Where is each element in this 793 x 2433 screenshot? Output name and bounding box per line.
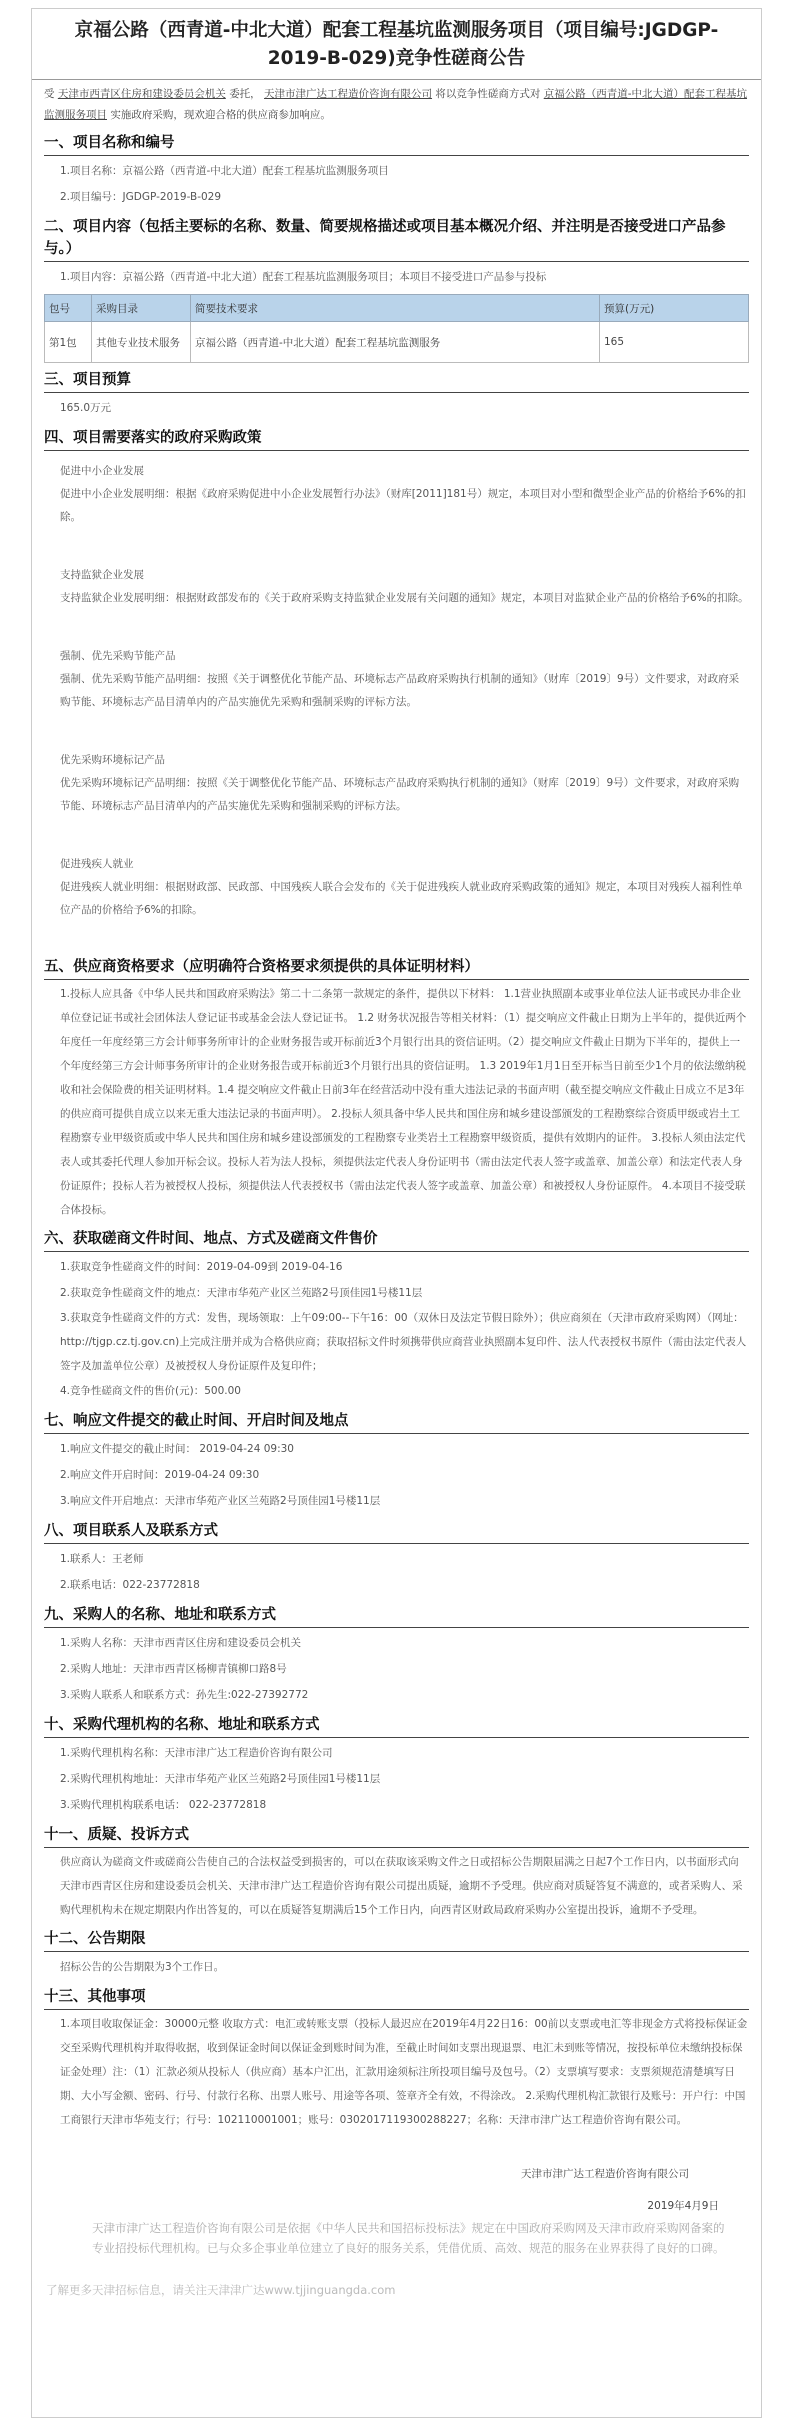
section-heading-budget: 三、项目预算 <box>44 369 749 393</box>
intro-paragraph <box>44 84 749 126</box>
section-heading-qualification: 五、供应商资格要求（应明确符合资格要求须提供的具体证明材料） <box>44 956 749 980</box>
title-divider <box>32 79 761 80</box>
intro-text: 实施政府采购，现欢迎合格的供应商参加响应。 <box>110 109 331 121</box>
notice-page <box>31 8 762 2418</box>
policy-text: 强制、优先采购节能产品明细：按照《关于调整优化节能产品、环境标志产品政府采购执行机制的通知》（财库〔2019〕9号）文件要求，对政府采购节能、环境标志产品目清单内的产品实施优先采购和强制采购的评标方法。 <box>60 673 740 708</box>
notice-body <box>32 84 761 2300</box>
table-cell: 京福公路（西青道-中北大道）配套工程基坑监测服务 <box>191 322 600 363</box>
project-name: 京福公路（西青道-中北大道）配套工程基坑监测服务项目 <box>44 88 748 121</box>
policy-text: 促进中小企业发展明细：根据《政府采购促进中小企业发展暂行办法》（财库[2011]181号）规定，本项目对小型和微型企业产品的价格给予6%的扣除。 <box>60 488 746 523</box>
purchaser-name: 天津市西青区住房和建设委员会机关 <box>57 88 226 100</box>
policy-title: 优先采购环境标记产品 <box>60 754 165 766</box>
section-heading-other: 十三、其他事项 <box>44 1986 749 2010</box>
list-item: 1.采购人名称：天津市西青区住房和建设委员会机关 <box>60 1637 302 1649</box>
table-cell: 其他专业技术服务 <box>92 322 191 363</box>
policy-text: 促进残疾人就业明细：根据财政部、民政部、中国残疾人联合会发布的《关于促进残疾人就业政府采购政策的通知》规定，本项目对残疾人福利性单位产品的价格给予6%的扣除。 <box>60 881 743 916</box>
section-heading-complaints: 十一、质疑、投诉方式 <box>44 1824 749 1848</box>
footer-link[interactable]: 了解更多天津招标信息，请关注天津津广达www.tjjinguangda.com <box>46 2283 396 2297</box>
intro-text: 将以竞争性磋商方式对 <box>435 88 541 100</box>
list-item: 1.采购代理机构名称：天津市津广达工程造价咨询有限公司 <box>60 1747 333 1759</box>
policy-title: 支持监狱企业发展 <box>60 569 144 581</box>
section-heading-document-acquisition: 六、获取磋商文件时间、地点、方式及磋商文件售价 <box>44 1228 749 1252</box>
list-item: 1.项目名称：京福公路（西青道-中北大道）配套工程基坑监测服务项目 <box>60 165 389 177</box>
section-heading-contact: 八、项目联系人及联系方式 <box>44 1520 749 1544</box>
table-header-cell: 包号 <box>45 295 92 322</box>
list-item: 4.竞争性磋商文件的售价(元)：500.00 <box>60 1385 241 1397</box>
section-heading-purchaser: 九、采购人的名称、地址和联系方式 <box>44 1604 749 1628</box>
intro-text: 受 <box>44 88 55 100</box>
policy-text: 优先采购环境标记产品明细：按照《关于调整优化节能产品、环境标志产品政府采购执行机制的通知》（财库〔2019〕9号）文件要求，对政府采购节能、环境标志产品目清单内的产品实施优先采购和强制采购的评标方法。 <box>60 777 740 812</box>
table-row <box>45 322 749 363</box>
list-item: 1.响应文件提交的截止时间： 2019-04-24 09:30 <box>60 1443 294 1455</box>
signature-org: 天津市津广达工程造价咨询有限公司 <box>521 2168 689 2180</box>
table-cell: 第1包 <box>45 322 92 363</box>
list-item: 2.联系电话：022-23772818 <box>60 1579 200 1591</box>
list-item: 3.响应文件开启地点：天津市华苑产业区兰苑路2号顶佳园1号楼11层 <box>60 1495 381 1507</box>
signature-date: 2019年4月9日 <box>647 2200 719 2212</box>
section-heading-project-content: 二、项目内容（包括主要标的名称、数量、简要规格描述或项目基本概况介绍、并注明是否接受进口产品参与。） <box>44 216 749 262</box>
list-item: 2.采购代理机构地址：天津市华苑产业区兰苑路2号顶佳园1号楼11层 <box>60 1773 381 1785</box>
page-title: 京福公路（西青道-中北大道）配套工程基坑监测服务项目（项目编号:JGDGP-2019-B-029)竞争性磋商公告 <box>74 20 719 69</box>
list-item: 2.响应文件开启时间：2019-04-24 09:30 <box>60 1469 260 1481</box>
list-item: 2.项目编号：JGDGP-2019-B-029 <box>60 191 222 203</box>
list-item: 1.联系人：王老师 <box>60 1553 144 1565</box>
list-item: 2.获取竞争性磋商文件的地点：天津市华苑产业区兰苑路2号顶佳园1号楼11层 <box>60 1287 423 1299</box>
policy-title: 强制、优先采购节能产品 <box>60 650 176 662</box>
list-item: 3.采购人联系人和联系方式：孙先生:022-27392772 <box>60 1689 309 1701</box>
table-header-cell: 预算(万元) <box>600 295 749 322</box>
list-item: 1.项目内容：京福公路（西青道-中北大道）配套工程基坑监测服务项目；本项目不接受进口产品参与投标 <box>60 271 547 283</box>
intro-text: 委托， <box>229 88 261 100</box>
table-cell: 165 <box>600 322 749 363</box>
other-matters-text: 1.本项目收取保证金：30000元整 收取方式：电汇或转账支票（投标人最迟应在2019年4月22日16：00前以支票或电汇等非现金方式将投标保证金交至采购代理机构并取得收据，收到保证金时间以保证金到账时间为准，至截止时间如支票出现退票、电汇未到账等情况，按投标单位未缴纳投标保证金处理）注：（1）汇款必须从投标人（供应商）基本户汇出，汇款用途须标注所投项目编号及包号。（2）支票填写要求：支票须规范清楚填写日期、大小写金额、密码、行号、付款行名称、出票人账号、用途等各项、签章齐全有效，不得涂改。 2.采购代理机构汇款银行及账号：开户行：中国工商银行天津市华苑支行；行号：102110001001；账号：0302017119300288227；名称：天津市津广达工程造价咨询有限公司。 <box>60 2018 748 2126</box>
budget-value: 165.0万元 <box>60 402 112 414</box>
list-item: 2.采购人地址：天津市西青区杨柳青镇柳口路8号 <box>60 1663 287 1675</box>
policy-title: 促进残疾人就业 <box>60 858 134 870</box>
list-item: 3.采购代理机构联系电话： 022-23772818 <box>60 1799 267 1811</box>
agency-name: 天津市津广达工程造价咨询有限公司 <box>264 88 433 100</box>
section-heading-agency: 十、采购代理机构的名称、地址和联系方式 <box>44 1714 749 1738</box>
policy-title: 促进中小企业发展 <box>60 465 144 477</box>
section-heading-submission: 七、响应文件提交的截止时间、开启时间及地点 <box>44 1410 749 1434</box>
complaints-text: 供应商认为磋商文件或磋商公告使自己的合法权益受到损害的，可以在获取该采购文件之日或招标公告期限届满之日起7个工作日内，以书面形式向 天津市西青区住房和建设委员会机关、天津市津广达工程造价咨询有限公司提出质疑，逾期不予受理。供应商对质疑答复不满意的，或者采购人、采购代理机构未在规定期限内作出答复的，可以在质疑答复期满后15个工作日内，向西青区财政局政府采购办公室提出投诉，逾期不予受理。 <box>60 1856 743 1916</box>
policy-text: 支持监狱企业发展明细：根据财政部发布的《关于政府采购支持监狱企业发展有关问题的通知》规定，本项目对监狱企业产品的价格给予6%的扣除。 <box>60 592 749 604</box>
announcement-period-text: 招标公告的公告期限为3个工作日。 <box>60 1961 225 1973</box>
list-item: 3.获取竞争性磋商文件的方式：发售，现场领取：上午09:00--下午16：00（双休日及法定节假日除外）；供应商须在（天津市政府采购网）（网址：http://tjgp.cz.tj.gov.cn)上完成注册并成为合格供应商；获取招标文件时须携带供应商营业执照副本复印件、法人代表授权书原件（需由法定代表人签字及加盖单位公章）及被授权人身份证原件及复印件； <box>60 1312 747 1372</box>
package-table <box>44 294 749 363</box>
qualification-text: 1.投标人应具备《中华人民共和国政府采购法》第二十二条第一款规定的条件，提供以下材料： 1.1营业执照副本或事业单位法人证书或民办非企业单位登记证书或社会团体法人登记证书或基金会法人登记证书。 1.2 财务状况报告等相关材料：（1）提交响应文件截止日期为上半年的，提供近两个年度任一年度经第三方会计师事务所审计的企业财务报告或开标前近3个月银行出具的资信证明。（2）提交响应文件截止日期为下半年的，提供上一个年度经第三方会计师事务所审计的企业财务报告或开标前近3个月银行出具的资信证明。 1.3 2019年1月1日至开标当日前至少1个月的依法缴纳税收和社会保险费的相关证明材料。1.4 提交响应文件截止日前3年在经营活动中没有重大违法记录的书面声明（截至提交响应文件截止日成立不足3年的供应商可提供自成立以来无重大违法记录的书面声明）。 2.投标人须具备中华人民共和国住房和城乡建设部颁发的工程勘察综合资质甲级或岩土工程勘察专业甲级资质或中华人民共和国住房和城乡建设部颁发的工程勘察专业类岩土工程勘察甲级资质，提供有效期内的证件。 3.投标人须由法定代表人或其委托代理人参加开标会议。投标人若为法人投标，须提供法定代表人身份证明书（需由法定代表人签字或盖章、加盖公章）和法定代表人身份证原件；投标人若为被授权人投标，须提供法人代表授权书（需由法定代表人签字或盖章、加盖公章）和被授权人身份证原件。 4.本项目不接受联合体投标。 <box>60 988 747 1216</box>
table-header-cell: 简要技术要求 <box>191 295 600 322</box>
table-header-cell: 采购目录 <box>92 295 191 322</box>
list-item: 1.获取竞争性磋商文件的时间：2019-04-09到 2019-04-16 <box>60 1261 343 1273</box>
footer-note: 天津市津广达工程造价咨询有限公司是依据《中华人民共和国招标投标法》规定在中国政府采购网及天津市政府采购网备案的专业招投标代理机构。已与众多企事业单位建立了良好的服务关系，凭借优质、高效、规范的服务在业界获得了良好的口碑。 <box>92 2221 725 2255</box>
section-heading-project-name: 一、项目名称和编号 <box>44 132 749 156</box>
section-heading-announcement-period: 十二、公告期限 <box>44 1928 749 1952</box>
section-heading-policies: 四、项目需要落实的政府采购政策 <box>44 427 749 451</box>
table-header-row <box>45 295 749 322</box>
